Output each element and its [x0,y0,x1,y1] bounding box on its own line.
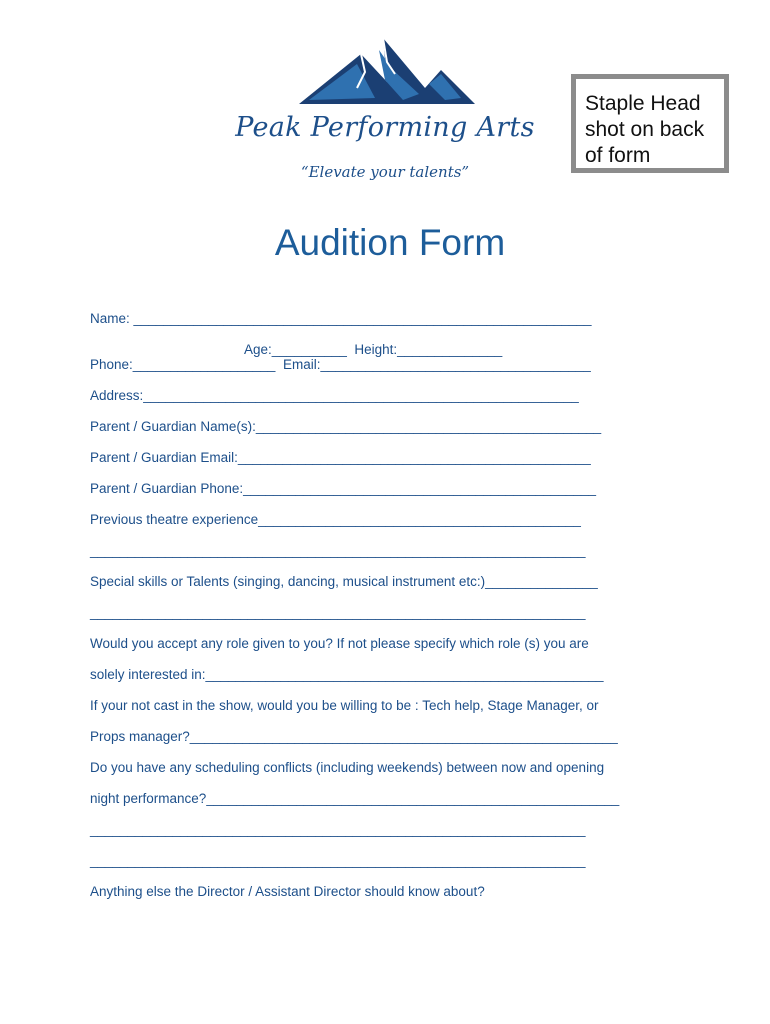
guardian-names-field[interactable]: Parent / Guardian Name(s):______________________________________________ [90,419,602,434]
staple-note-line-1: Staple Head [585,92,701,115]
brand-name: Peak Performing Arts [235,112,535,143]
staple-note-line-2: shot on back [585,118,705,141]
blank-line[interactable]: __________________________________________________________________ [90,853,586,868]
staple-headshot-note [571,74,729,173]
accept-role-question: Would you accept any role given to you? If not please specify which role (s) you are [90,636,589,651]
brand-tagline: “Elevate your talents” [300,163,470,181]
age-height-field[interactable]: Age:__________ Height:______________ [244,342,503,357]
phone-email-field[interactable]: Phone:___________________ Email:____________________________________ [90,357,591,372]
conflicts-question: Do you have any scheduling conflicts (including weekends) between now and opening [90,760,605,775]
blank-line[interactable]: __________________________________________________________________ [90,605,586,620]
address-field[interactable]: Address:__________________________________________________________ [90,388,579,403]
accept-role-field[interactable]: solely interested in:_____________________________________________________ [90,667,604,682]
mountain-logo-icon [295,36,480,108]
staple-note-line-3: of form [585,144,651,167]
page-title: Audition Form [274,222,506,263]
theatre-experience-field[interactable]: Previous theatre experience___________________________________________ [90,512,581,527]
not-cast-field[interactable]: Props manager?_________________________________________________________ [90,729,618,744]
anything-else-question: Anything else the Director / Assistant Director should know about? [90,884,485,899]
blank-line[interactable]: __________________________________________________________________ [90,543,586,558]
guardian-email-field[interactable]: Parent / Guardian Email:_______________________________________________ [90,450,591,465]
guardian-phone-field[interactable]: Parent / Guardian Phone:_______________________________________________ [90,481,596,496]
blank-line[interactable]: __________________________________________________________________ [90,822,586,837]
special-skills-field[interactable]: Special skills or Talents (singing, dancing, musical instrument etc:)_______________ [90,574,598,589]
not-cast-question: If your not cast in the show, would you be willing to be : Tech help, Stage Manager, or [90,698,599,713]
name-field[interactable]: Name: _____________________________________________________________ [90,311,592,326]
conflicts-field[interactable]: night performance?_______________________________________________________ [90,791,620,806]
